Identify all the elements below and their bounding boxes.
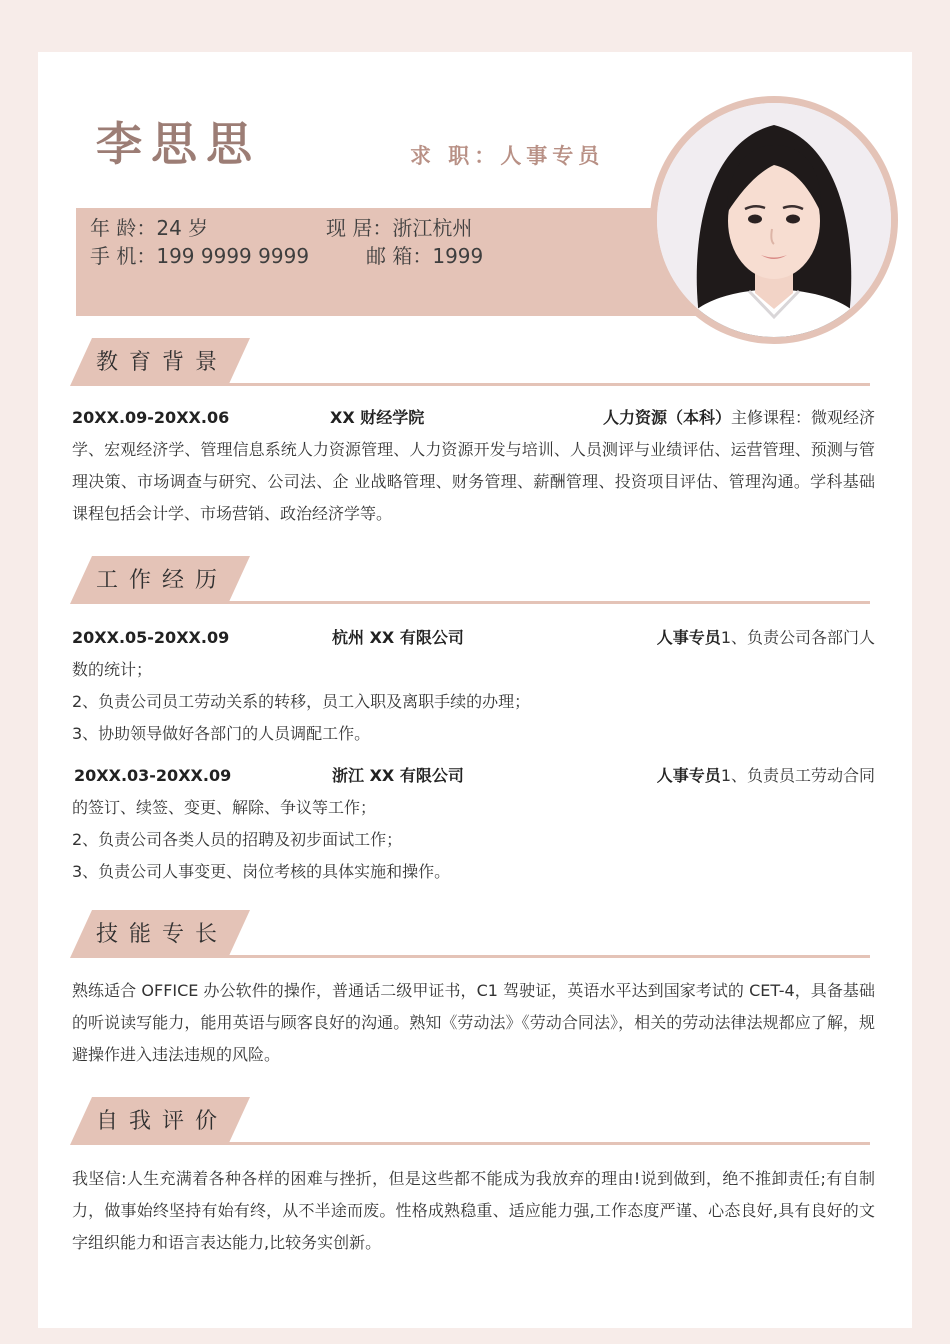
- section-title-skills: 技能专长: [96, 922, 229, 947]
- work-duty-line: 3、负责公司人事变更、岗位考核的具体实施和操作。: [72, 862, 451, 881]
- section-header-self: [70, 1097, 870, 1147]
- residence-info: 现 居：浙江杭州: [326, 216, 473, 240]
- work-company: 杭州 XX 有限公司: [332, 628, 464, 647]
- section-header-skills: [70, 910, 870, 960]
- work-row-2: [72, 760, 875, 792]
- work-duty-line: 2、负责公司员工劳动关系的转移，员工入职及离职手续的办理；: [72, 692, 531, 711]
- education-school: XX 财经学院: [330, 408, 425, 427]
- work-role: 人事专员: [656, 766, 721, 785]
- education-courses-first: 主修课程：微观经济: [730, 408, 875, 427]
- work-duty-line: 数的统计；: [72, 660, 153, 679]
- section-rule: [210, 955, 870, 958]
- education-major: 人力资源（本科）: [602, 408, 731, 427]
- section-header-work: [70, 556, 870, 606]
- phone-info: 手 机：199 9999 9999: [90, 244, 310, 268]
- work-duty-line: 3、协助领导做好各部门的人员调配工作。: [72, 724, 371, 743]
- age-info: 年 龄：24 岁: [90, 216, 209, 240]
- education-row: [72, 402, 875, 434]
- section-title-education: 教育背景: [96, 350, 229, 375]
- job-label: 求 职：: [410, 144, 501, 168]
- section-title-work: 工作经历: [96, 568, 229, 593]
- profile-photo: [657, 103, 891, 337]
- work-duty-line: 2、负责公司各类人员的招聘及初步面试工作；: [72, 830, 403, 849]
- work-role-line: [657, 760, 875, 792]
- work-role-line: [657, 622, 875, 654]
- section-rule: [210, 1142, 870, 1145]
- work-duty-first: 1、负责员工劳动合同: [720, 766, 875, 785]
- education-major-line: [603, 402, 875, 434]
- education-date: 20XX.09-20XX.06: [72, 408, 230, 427]
- education-courses: 学、宏观经济学、管理信息系统人力资源管理、人力资源开发与培训、人员测评与业绩评估、运营管理、预测与管理决策、市场调查与研究、公司法、企 业战略管理、财务管理、薪酬管理、投资项目评估、管理沟通。学科基础课程包括会计学、市场营销、政治经济学等。: [72, 440, 875, 523]
- section-title-self: 自我评价: [96, 1109, 229, 1134]
- section-rule: [210, 601, 870, 604]
- section-rule: [210, 383, 870, 386]
- self-text: 我坚信:人生充满着各种各样的困难与挫折，但是这些都不能成为我放弃的理由!说到做到，绝不推卸责任;有自制力，做事始终坚持有始有终，从不半途而废。性格成熟稳重、适应能力强,工作态度严谨、心态良好,具有良好的文字组织能力和语言表达能力,比较务实创新。: [72, 1169, 875, 1252]
- work-role: 人事专员: [656, 628, 721, 647]
- skills-text: 熟练适合 OFFICE 办公软件的操作，普通话二级甲证书，C1 驾驶证，英语水平达到国家考试的 CET-4，具备基础的听说读写能力，能用英语与顾客良好的沟通。熟知《劳动法》《劳动合同法》，相关的劳动法律法规都应了解，规避操作进入违法违规的风险。: [72, 981, 875, 1064]
- work-date: 20XX.05-20XX.09: [72, 628, 230, 647]
- work-duty-line: 的签订、续签、变更、解除、争议等工作；: [72, 798, 377, 817]
- work-duty-first: 1、负责公司各部门人: [720, 628, 875, 647]
- email-info: 邮 箱：1999: [366, 244, 484, 268]
- work-date: 20XX.03-20XX.09: [74, 766, 232, 785]
- section-header-education: [70, 338, 870, 388]
- work-row-1: [72, 622, 875, 654]
- job-objective: [410, 140, 604, 170]
- candidate-name: 李思思: [96, 117, 261, 171]
- job-title: 人事专员: [500, 144, 605, 168]
- portrait-icon: [657, 103, 891, 337]
- work-company: 浙江 XX 有限公司: [332, 766, 464, 785]
